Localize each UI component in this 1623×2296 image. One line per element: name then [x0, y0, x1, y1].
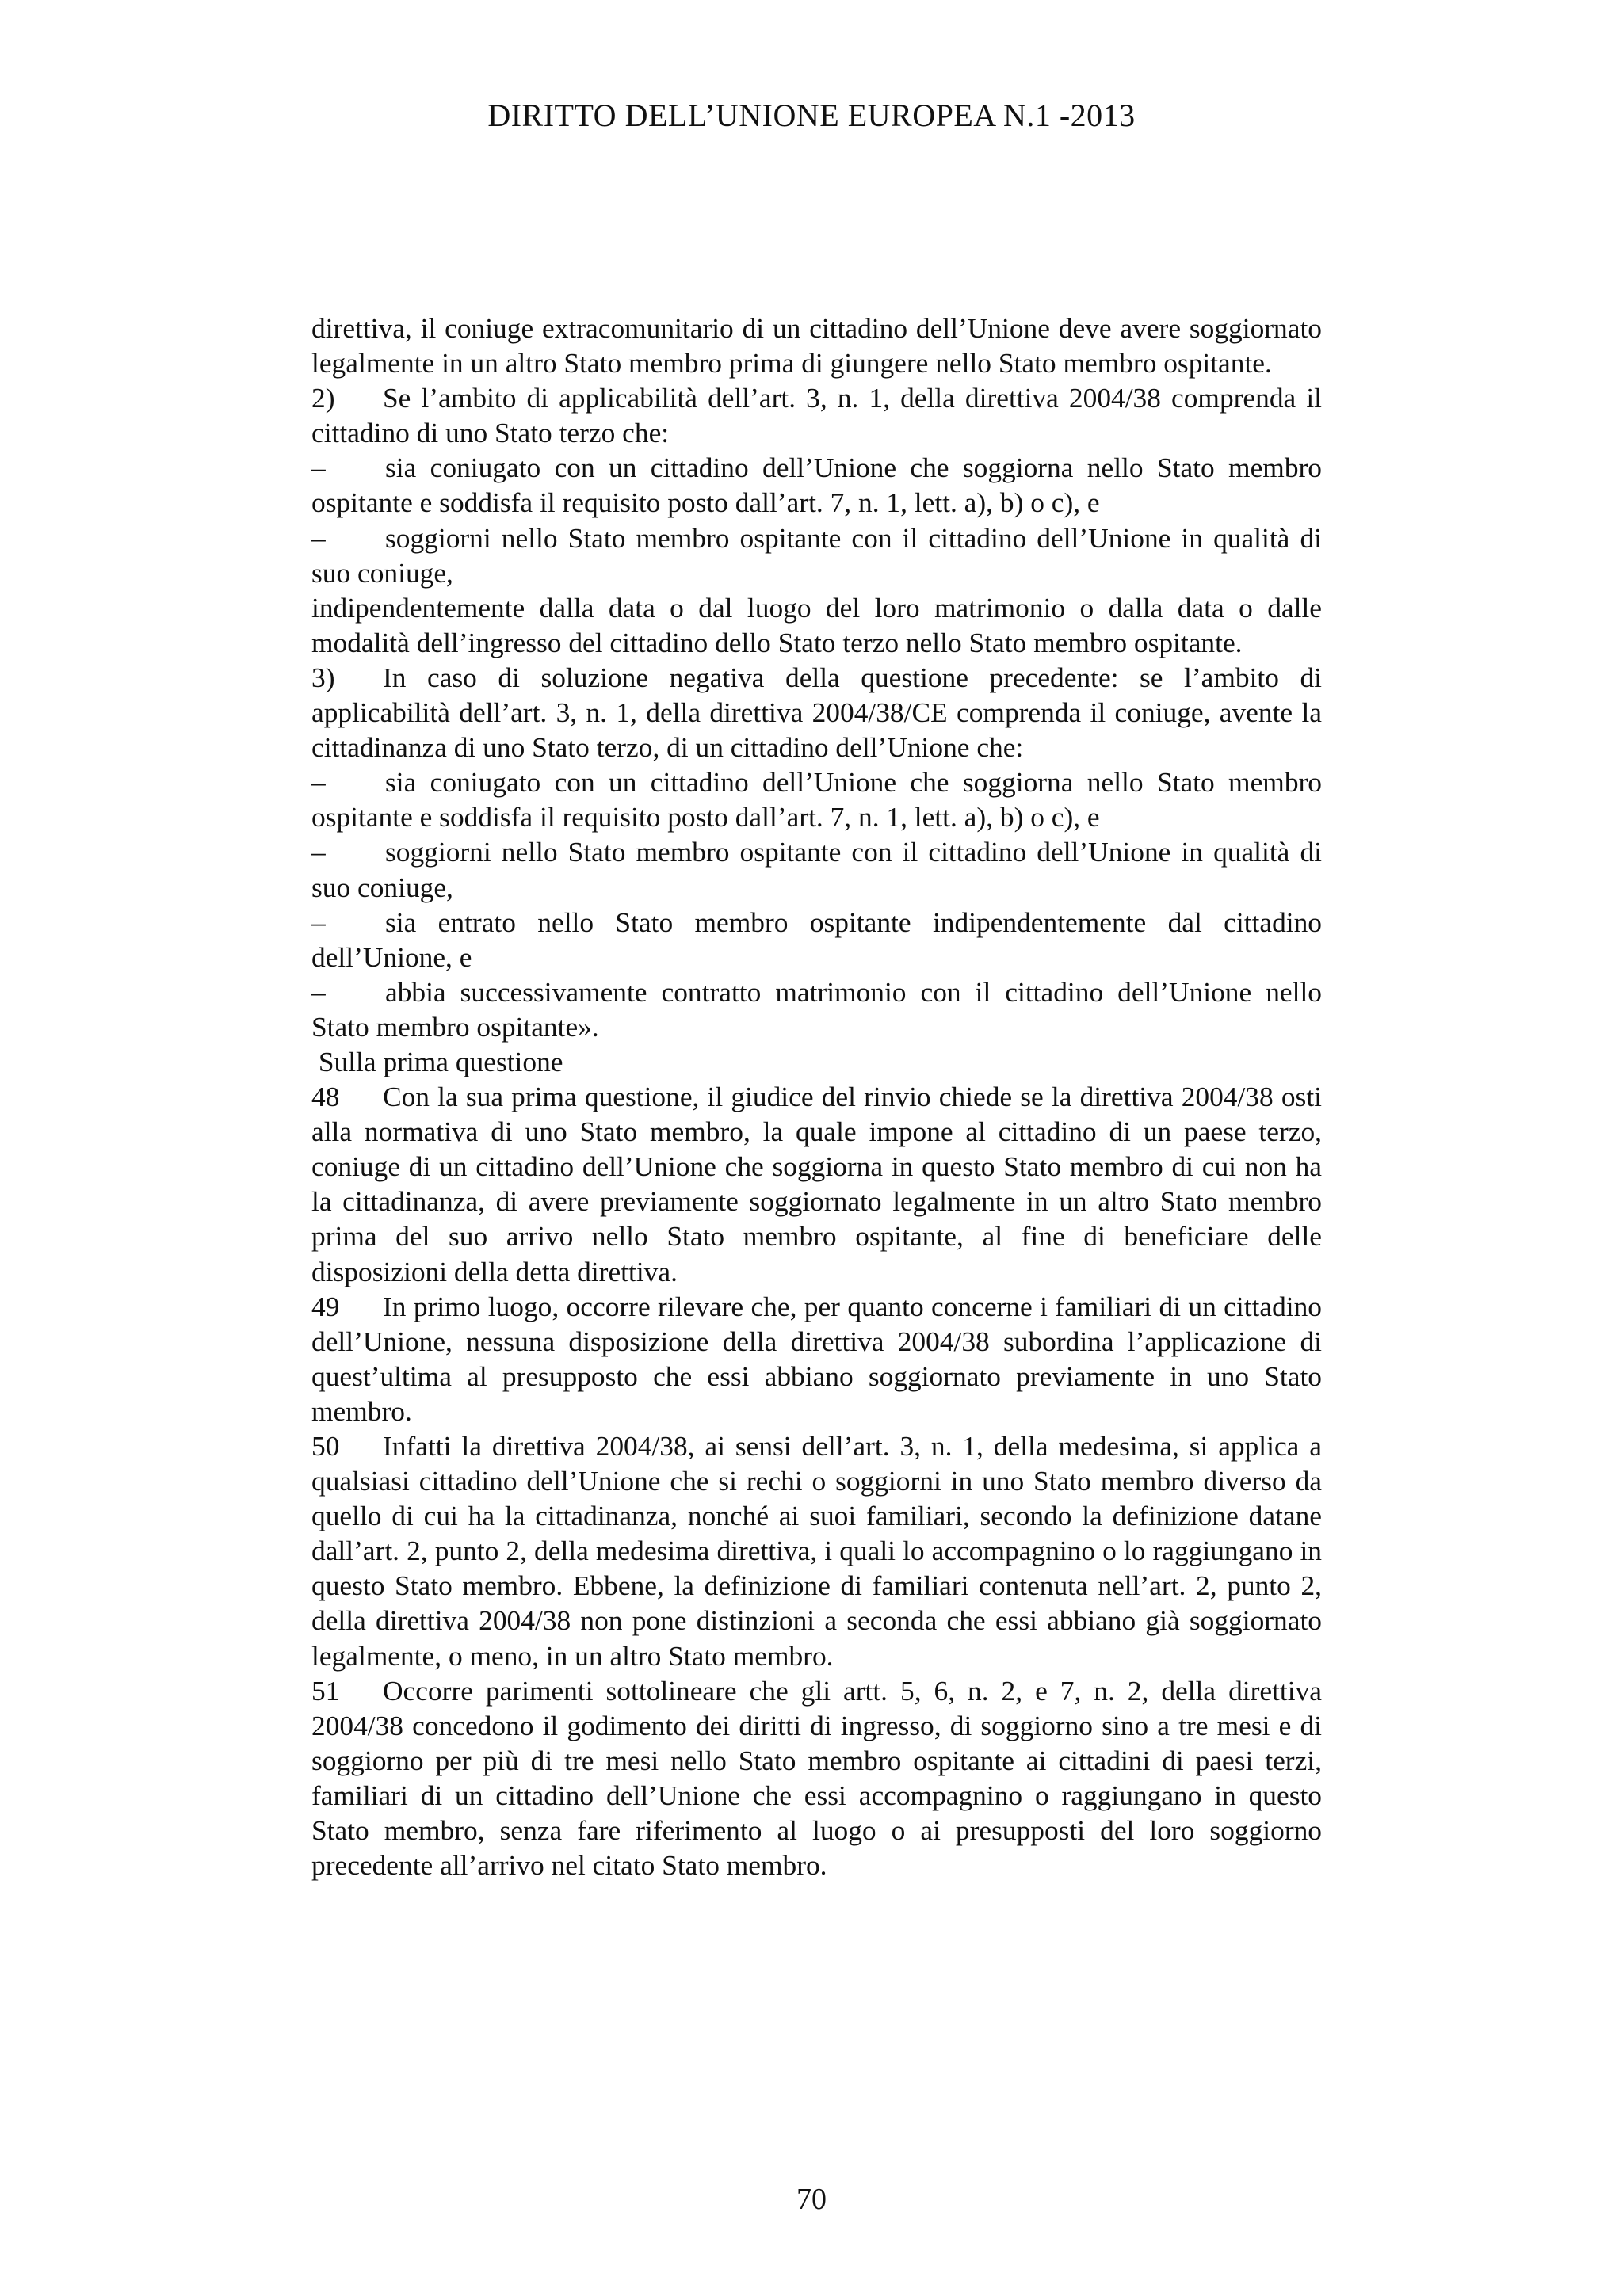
dash-marker: –	[311, 452, 326, 484]
question-2: 2) Se l’ambito di applicabilità dell’art. 3, n. 1, della direttiva 2004/38 comprenda il cittadino di uno Stato terzo che:	[311, 382, 1322, 449]
numbered-paragraph-50: 50 Infatti la direttiva 2004/38, ai sensi dell’art. 3, n. 1, della medesima, si applica a qualsiasi cittadino dell’Unione che si rechi o soggiorni in uno Stato membro diverso da quello di cui ha la cittadinanza, nonché ai suoi familiari, secondo la definizione datane dall’art. 2, punto 2, della medesima direttiva, i quali lo accompagnino o lo raggiungano in questo Stato membro. Ebbene, la definizione di familiari contenuta nell’art. 2, punto 2, della direttiva 2004/38 non pone distinzioni a seconda che essi abbiano già soggiornato legalmente, o meno, in un altro Stato membro.	[311, 1430, 1322, 1672]
list-item: – abbia successivamente contratto matrimonio con il cittadino dell’Unione nello Stato membro ospitante».	[311, 975, 1322, 1043]
list-item: – sia coniugato con un cittadino dell’Unione che soggiorna nello Stato membro ospitante e soddisfa il requisito posto dall’art. 7, n. 1, lett. a), b) o c), e	[311, 452, 1322, 519]
page-number: 70	[796, 2183, 827, 2216]
running-header	[0, 97, 1623, 135]
numbered-paragraph-49: 49 In primo luogo, occorre rilevare che, per quanto concerne i familiari di un cittadino dell’Unione, nessuna disposizione della direttiva 2004/38 subordina l’applicazione di quest’ultima al presupposto che essi abbiano soggiornato previamente in uno Stato membro.	[311, 1290, 1322, 1427]
paragraph-number: 51	[311, 1674, 340, 1707]
paragraph-number: 50	[311, 1430, 340, 1462]
paragraph-number: 48	[311, 1081, 340, 1113]
list-item: – soggiorni nello Stato membro ospitante con il cittadino dell’Unione in qualità di suo coniuge,	[311, 521, 1322, 589]
section-heading: Sulla prima questione	[311, 1045, 563, 1077]
question-number: 3)	[311, 661, 335, 693]
dash-marker: –	[311, 836, 326, 868]
dash-marker: –	[311, 521, 326, 554]
numbered-paragraph-48: 48 Con la sua prima questione, il giudice del rinvio chiede se la direttiva 2004/38 osti alla normativa di uno Stato membro, la quale impone al cittadino di un paese terzo, coniuge di un cittadino dell’Unione che soggiorna in questo Stato membro di cui non ha la cittadinanza, di avere previamente soggiornato legalmente in un altro Stato membro prima del suo arrivo nello Stato membro ospitante, al fine di beneficiare delle disposizioni della detta direttiva.	[311, 1081, 1322, 1287]
list-item: – sia coniugato con un cittadino dell’Unione che soggiorna nello Stato membro ospitante e soddisfa il requisito posto dall’art. 7, n. 1, lett. a), b) o c), e	[311, 766, 1322, 833]
list-item: – soggiorni nello Stato membro ospitante con il cittadino dell’Unione in qualità di suo coniuge,	[311, 836, 1322, 903]
paragraph-continuation: direttiva, il coniuge extracomunitario di un cittadino dell’Unione deve avere soggiornato legalmente in un altro Stato membro prima di giungere nello Stato membro ospitante.	[311, 312, 1322, 379]
list-item: – sia entrato nello Stato membro ospitante indipendentemente dal cittadino dell’Unione, e	[311, 906, 1322, 973]
dash-marker: –	[311, 906, 326, 938]
paragraph: indipendentemente dalla data o dal luogo del loro matrimonio o dalla data o dalle modalità dell’ingresso del cittadino dello Stato terzo nello Stato membro ospitante.	[311, 591, 1322, 658]
paragraph-number: 49	[311, 1290, 340, 1322]
question-number: 2)	[311, 382, 335, 414]
page-body	[311, 311, 1322, 1882]
dash-marker: –	[311, 975, 326, 1008]
dash-marker: –	[311, 766, 326, 799]
question-3: 3) In caso di soluzione negativa della questione precedente: se l’ambito di applicabilità dell’art. 3, n. 1, della direttiva 2004/38/CE comprenda il coniuge, avente la cittadinanza di uno Stato terzo, di un cittadino dell’Unione che:	[311, 661, 1322, 764]
numbered-paragraph-51: 51 Occorre parimenti sottolineare che gli artt. 5, 6, n. 2, e 7, n. 2, della direttiva 2004/38 concedono il godimento dei diritti di ingresso, di soggiorno sino a tre mesi e di soggiorno per più di tre mesi nello Stato membro ospitante ai cittadini di paesi terzi, familiari di un cittadino dell’Unione che essi accompagnino o raggiungano in questo Stato membro, senza fare riferimento al luogo o ai presupposti del loro soggiorno precedente all’arrivo nel citato Stato membro.	[311, 1674, 1322, 1882]
page-footer	[0, 2182, 1623, 2217]
journal-title: DIRITTO DELL’UNIONE EUROPEA N.1 -2013	[487, 97, 1136, 133]
